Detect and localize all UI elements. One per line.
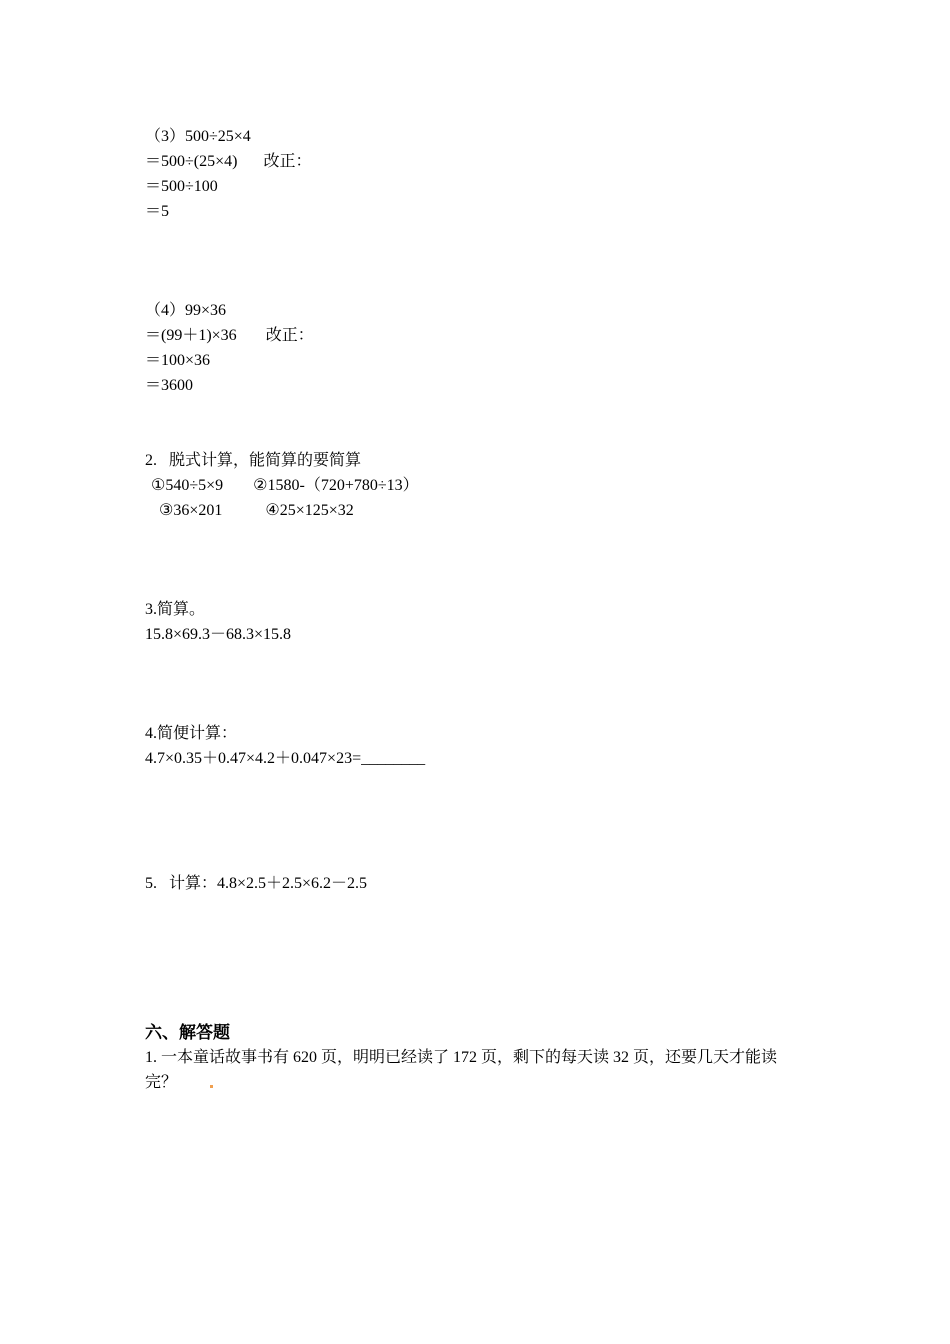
p4-step: ＝(99＋1)×36 bbox=[145, 327, 237, 344]
p3-step: ＝500÷(25×4) bbox=[145, 153, 238, 170]
q4-title: 4.简便计算： bbox=[145, 725, 238, 742]
q2-item-c: ③36×201 bbox=[159, 502, 223, 519]
stray-mark bbox=[210, 1085, 213, 1088]
p3-line1: （3）500÷25×4 bbox=[145, 128, 251, 145]
p4-line4: ＝3600 bbox=[145, 377, 194, 394]
p4-line1: （4）99×36 bbox=[145, 302, 227, 319]
section6-heading: 六、解答题 bbox=[145, 1023, 230, 1043]
q3-title: 3.简算。 bbox=[145, 601, 206, 618]
p3-line2 bbox=[145, 152, 311, 172]
q4-expression: 4.7×0.35＋0.47×4.2＋0.047×23=________ bbox=[145, 750, 426, 767]
section6-q1-line2: 完？ bbox=[145, 1074, 178, 1091]
p3-correction-label: 改正： bbox=[263, 153, 312, 170]
q2-item-a: ①540÷5×9 bbox=[151, 477, 224, 494]
p4-line3: ＝100×36 bbox=[145, 352, 211, 369]
q5-text: 5. 计算：4.8×2.5＋2.5×6.2－2.5 bbox=[145, 875, 368, 892]
q2-row2 bbox=[159, 501, 354, 521]
q2-row1 bbox=[151, 476, 419, 496]
p4-line2 bbox=[145, 326, 314, 346]
p3-line3: ＝500÷100 bbox=[145, 178, 218, 195]
p3-line4: ＝5 bbox=[145, 203, 170, 220]
section6-q1-line1: 1. 一本童话故事书有 620 页，明明已经读了 172 页，剩下的每天读 32 页，还要几天才能读 bbox=[145, 1049, 778, 1066]
q2-item-b: ②1580-（720+780÷13） bbox=[253, 477, 419, 494]
q2-title: 2. 脱式计算，能简算的要简算 bbox=[145, 452, 362, 469]
q3-expression: 15.8×69.3－68.3×15.8 bbox=[145, 626, 292, 643]
p4-correction-label: 改正： bbox=[265, 327, 314, 344]
q2-item-d: ④25×125×32 bbox=[265, 502, 354, 519]
